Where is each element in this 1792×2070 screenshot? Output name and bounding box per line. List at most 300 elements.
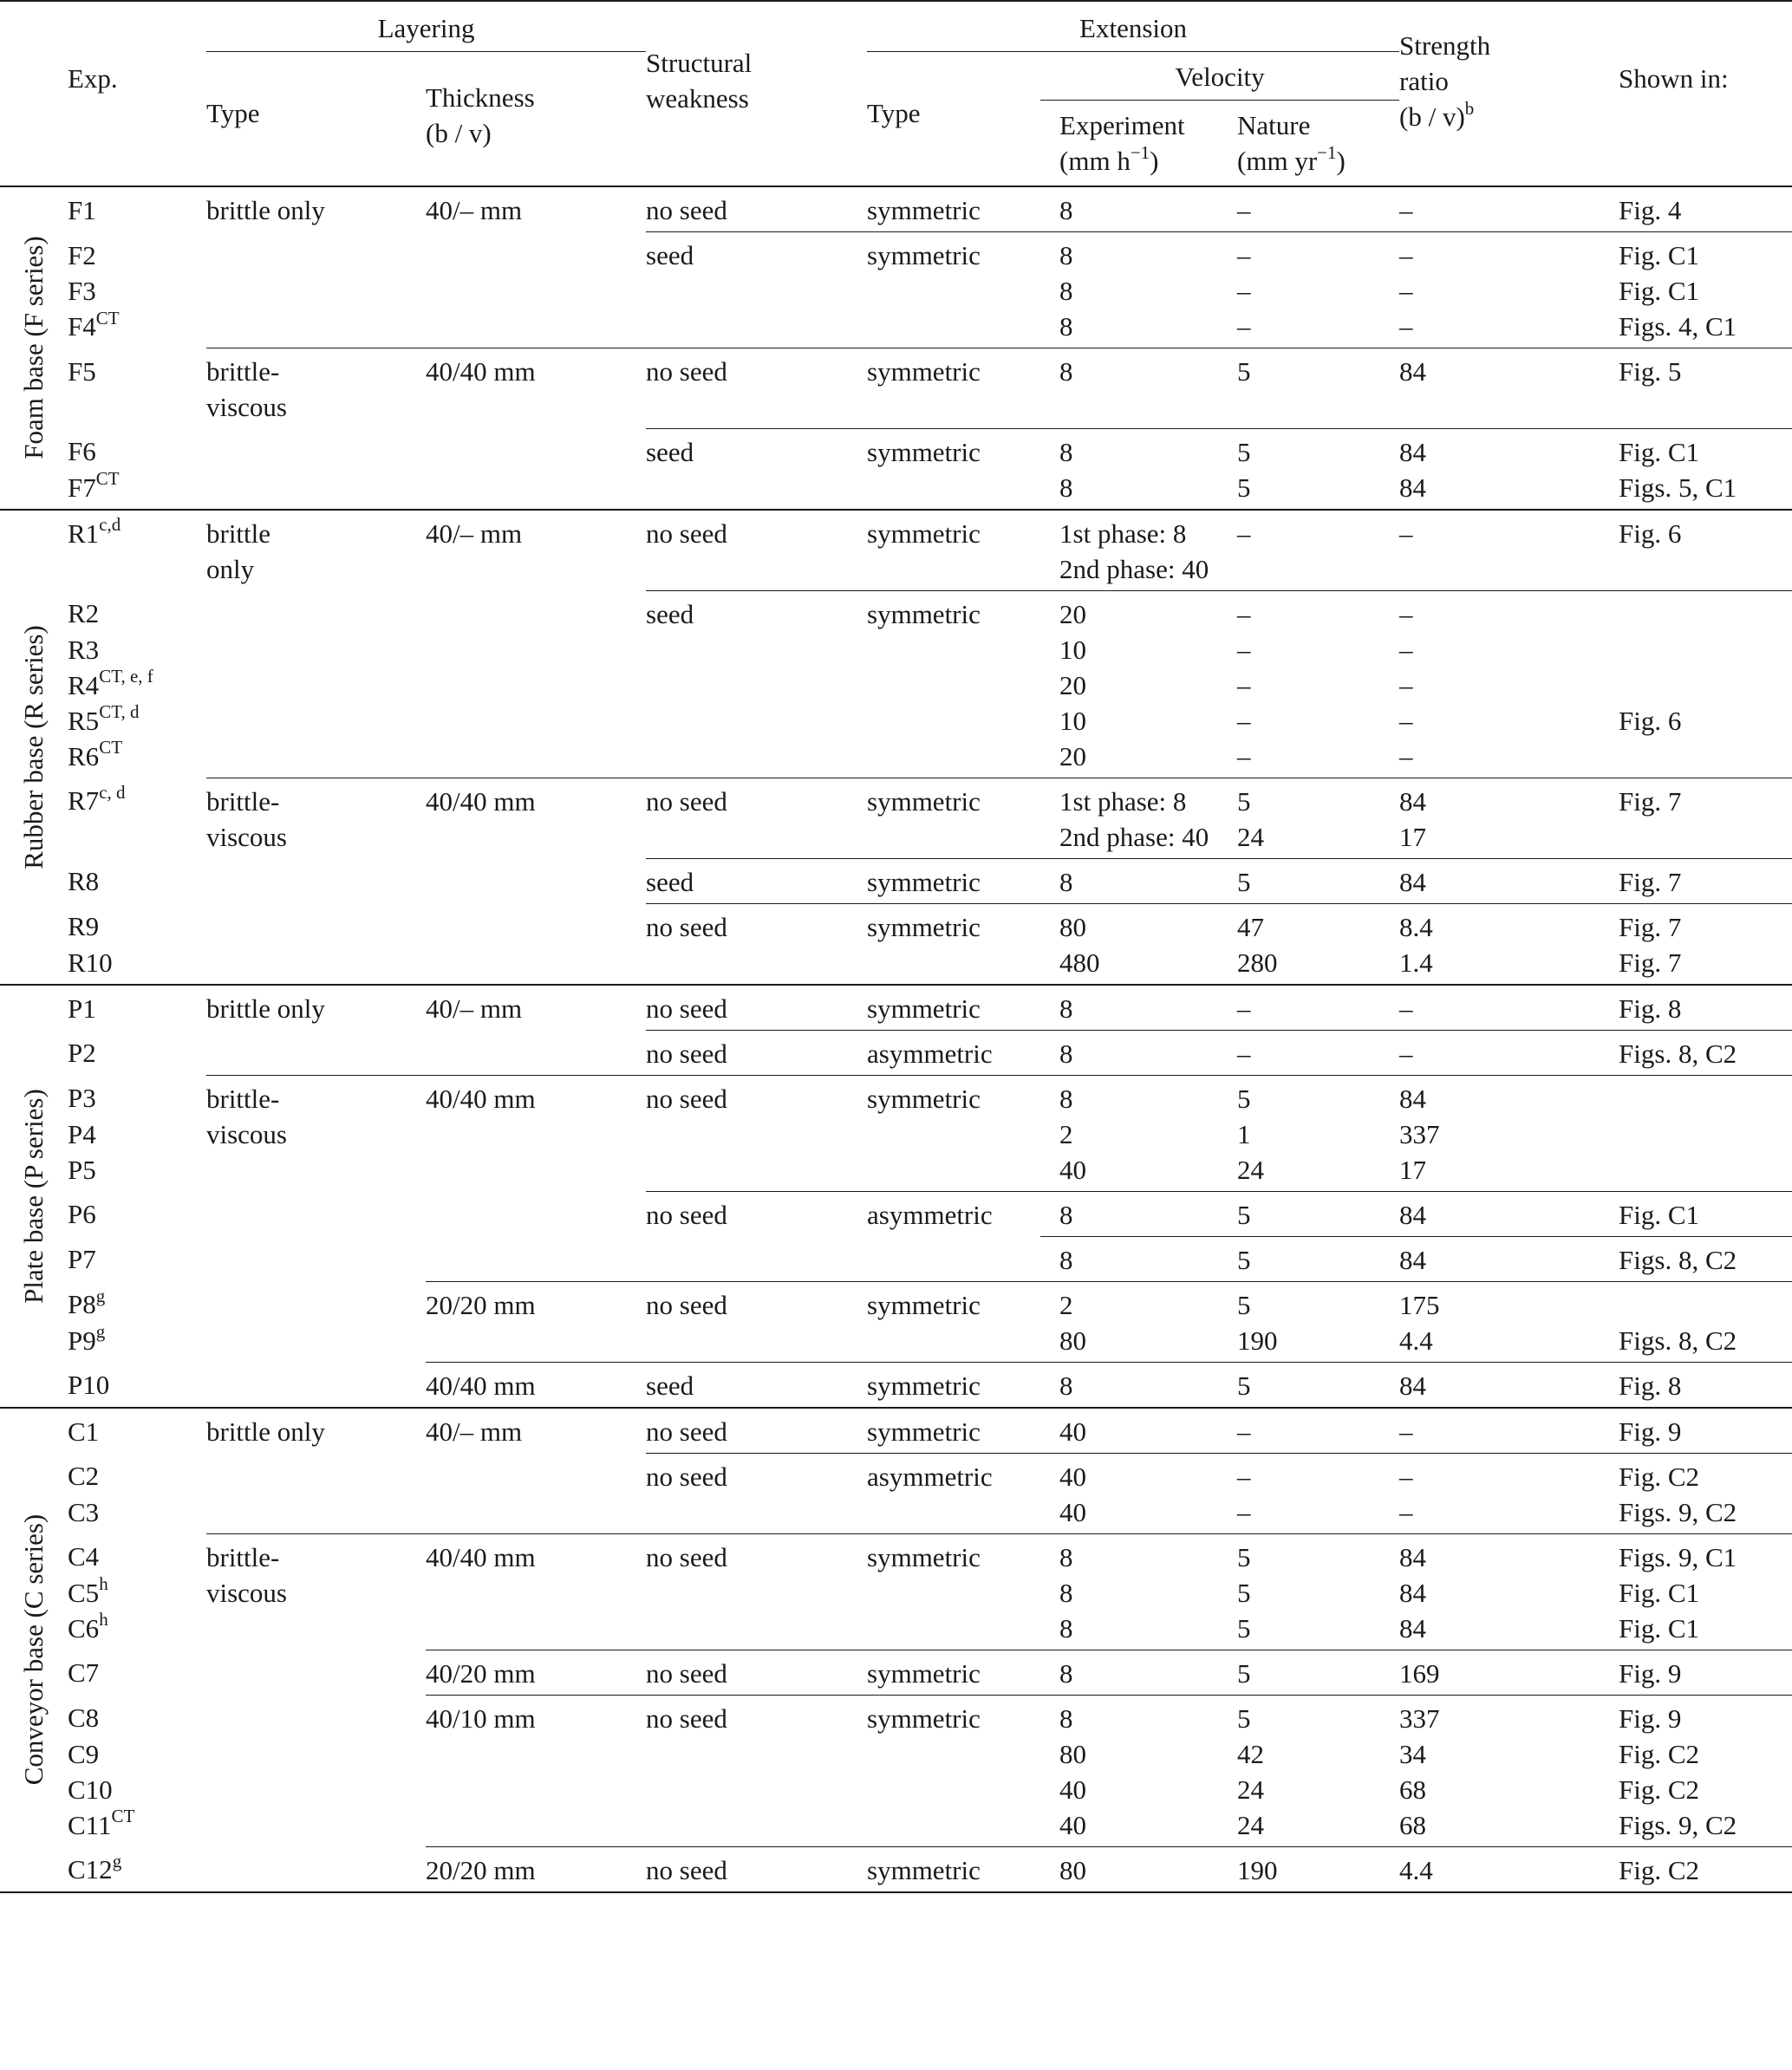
velocity-nature: 5	[1237, 1702, 1251, 1734]
exp-id: F5	[68, 355, 96, 387]
layering-type-cell	[206, 819, 426, 859]
shown-in-cell	[1619, 1650, 1792, 1695]
strength-ratio-cell	[1399, 667, 1619, 703]
shown-in-cell	[1619, 1533, 1792, 1575]
extension-type-cell	[867, 819, 1040, 859]
exp-id-cell	[68, 1362, 206, 1408]
structural-weakness-cell	[646, 1611, 867, 1650]
exp-footnote-mark: c, d	[99, 781, 126, 803]
velocity-nature-cell	[1237, 739, 1399, 778]
strength-ratio: 84	[1399, 1083, 1427, 1114]
velocity-nature: 24	[1237, 821, 1265, 852]
exp-id-cell	[68, 703, 206, 739]
shown-in-cell	[1619, 778, 1792, 819]
shown-in-cell	[1619, 1453, 1792, 1494]
shown-in: Fig. 5	[1619, 356, 1682, 387]
shown-in: Fig. 9	[1619, 1657, 1682, 1689]
thickness-cell	[426, 1323, 646, 1363]
table-row	[0, 667, 1792, 703]
strength-ratio: 84	[1399, 1244, 1427, 1275]
shown-in-cell	[1619, 428, 1792, 470]
structural-weakness: no seed	[646, 1702, 727, 1734]
layering-header	[206, 1, 646, 52]
thickness-cell	[426, 1807, 646, 1847]
structural-weakness-cell	[646, 428, 867, 470]
velocity-experiment-cell	[1040, 1736, 1237, 1772]
strength-ratio: 68	[1399, 1774, 1427, 1805]
velocity-experiment: 8	[1059, 1657, 1073, 1689]
extension-type-cell	[867, 1650, 1040, 1695]
layering-type-cell	[206, 945, 426, 985]
extension-type-cell	[867, 348, 1040, 390]
strength-ratio-cell	[1399, 510, 1619, 551]
exp-id: F3	[68, 276, 96, 306]
strength-ratio: –	[1399, 1038, 1413, 1069]
layering-type-cell	[206, 903, 426, 945]
velocity-nature-cell	[1237, 1772, 1399, 1807]
exp-id-cell	[68, 903, 206, 945]
exp-id: R6	[68, 740, 100, 771]
extension-type: asymmetric	[867, 1199, 993, 1230]
thickness-header	[426, 52, 646, 187]
velocity-experiment-header	[1040, 101, 1237, 187]
velocity-nature-cell	[1237, 1453, 1399, 1494]
extension-type-cell	[867, 273, 1040, 309]
shown-in-cell	[1619, 1846, 1792, 1892]
shown-in: Fig. 7	[1619, 866, 1682, 897]
velocity-nature: –	[1237, 740, 1251, 771]
velocity-experiment: 80	[1059, 1738, 1087, 1769]
nature-header-close: )	[1336, 146, 1346, 176]
thickness-cell	[426, 1408, 646, 1454]
shown-in-cell	[1619, 510, 1792, 551]
velocity-nature: –	[1237, 1461, 1251, 1492]
layering-type: brittle-	[206, 1083, 280, 1114]
thickness-cell	[426, 1075, 646, 1116]
extension-type: symmetric	[867, 195, 981, 225]
exp-id-cell	[68, 590, 206, 632]
shown-in: Figs. 4, C1	[1619, 311, 1737, 342]
extension-type-cell	[867, 389, 1040, 428]
strength-ratio-cell	[1399, 1152, 1619, 1192]
velocity-nature-cell	[1237, 309, 1399, 348]
velocity-nature-header	[1237, 101, 1399, 187]
structural-weakness: no seed	[646, 1461, 727, 1492]
strength-ratio: 34	[1399, 1738, 1427, 1769]
velocity-nature: –	[1237, 993, 1251, 1024]
table-row	[0, 739, 1792, 778]
thickness: 40/– mm	[426, 195, 523, 225]
strength-ratio-cell	[1399, 1695, 1619, 1736]
thickness-cell	[426, 1575, 646, 1611]
velocity-nature-cell	[1237, 985, 1399, 1031]
exp-id-cell	[68, 632, 206, 667]
structural-weakness: no seed	[646, 1289, 727, 1320]
strength-ratio-cell	[1399, 470, 1619, 510]
strength-ratio: 84	[1399, 356, 1427, 387]
exp-id-cell	[68, 1494, 206, 1534]
velocity-experiment: 8	[1059, 1244, 1073, 1275]
extension-type-cell	[867, 1075, 1040, 1116]
exp-id: R10	[68, 947, 113, 978]
table-row	[0, 1075, 1792, 1116]
thickness-cell	[426, 1152, 646, 1192]
velocity-experiment-cell	[1040, 632, 1237, 667]
series-label: Conveyor base (C series)	[18, 1513, 49, 1786]
velocity-experiment-cell	[1040, 858, 1237, 903]
velocity-experiment: 8	[1059, 1541, 1073, 1572]
table-row	[0, 1191, 1792, 1236]
structural-weakness-cell	[646, 1575, 867, 1611]
layering-type-cell	[206, 1075, 426, 1116]
velocity-nature-cell	[1237, 1236, 1399, 1281]
extension-type: symmetric	[867, 1854, 981, 1885]
strength-ratio-cell	[1399, 703, 1619, 739]
thickness-cell	[426, 1281, 646, 1323]
thickness-cell	[426, 1453, 646, 1494]
layering-type-cell	[206, 551, 426, 591]
experiment-header-unit: (mm h	[1059, 146, 1131, 176]
strength-ratio: –	[1399, 240, 1413, 270]
strength-ratio: 4.4	[1399, 1854, 1433, 1885]
structural-weakness-cell	[646, 1152, 867, 1192]
table-row	[0, 945, 1792, 985]
structural-weakness-cell	[646, 1533, 867, 1575]
strength-ratio-cell	[1399, 739, 1619, 778]
velocity-nature: 42	[1237, 1738, 1265, 1769]
shown-in-cell	[1619, 590, 1792, 632]
extension-type-cell	[867, 309, 1040, 348]
strength-ratio: 84	[1399, 1577, 1427, 1608]
velocity-experiment-cell	[1040, 945, 1237, 985]
structural-weakness: seed	[646, 240, 694, 270]
velocity-nature-cell	[1237, 1533, 1399, 1575]
strength-ratio: –	[1399, 598, 1413, 629]
strength-ratio: –	[1399, 1461, 1413, 1492]
velocity-experiment-cell	[1040, 232, 1237, 274]
shown-in: Figs. 9, C2	[1619, 1496, 1737, 1527]
strength-ratio-cell	[1399, 186, 1619, 232]
strength-ratio-cell	[1399, 1362, 1619, 1408]
velocity-experiment-cell	[1040, 273, 1237, 309]
table-row	[0, 1362, 1792, 1408]
exp-id-cell	[68, 1695, 206, 1736]
strength-ratio-cell	[1399, 778, 1619, 819]
structural-weakness-cell	[646, 1075, 867, 1116]
strength-ratio: –	[1399, 1496, 1413, 1527]
strength-ratio-cell	[1399, 1772, 1619, 1807]
layering-type: only	[206, 553, 255, 584]
velocity-experiment: 8	[1059, 866, 1073, 897]
velocity-experiment-cell	[1040, 1030, 1237, 1075]
velocity-nature: –	[1237, 598, 1251, 629]
exp-id-cell	[68, 1772, 206, 1807]
series-label-cell	[0, 985, 68, 1408]
exp-id: P10	[68, 1370, 110, 1400]
thickness-header-line1: Thickness	[426, 82, 535, 113]
velocity-experiment: 8	[1059, 276, 1073, 306]
thickness-cell	[426, 1695, 646, 1736]
table-row	[0, 1453, 1792, 1494]
exp-footnote-mark: c,d	[99, 514, 121, 536]
exp-id-cell	[68, 1453, 206, 1494]
nature-header-unit: (mm yr	[1237, 146, 1318, 176]
thickness: 40/40 mm	[426, 785, 536, 817]
velocity-nature: 5	[1237, 1541, 1251, 1572]
exp-id: P1	[68, 993, 96, 1024]
extension-type-cell	[867, 739, 1040, 778]
extension-type: asymmetric	[867, 1038, 993, 1069]
extension-type-cell	[867, 945, 1040, 985]
layering-type-cell	[206, 232, 426, 274]
shown-in-cell	[1619, 1191, 1792, 1236]
extension-type: symmetric	[867, 518, 981, 549]
strength-ratio: 84	[1399, 1370, 1427, 1401]
velocity-experiment-cell	[1040, 1236, 1237, 1281]
velocity-experiment-cell	[1040, 667, 1237, 703]
strength-ratio: –	[1399, 705, 1413, 736]
thickness-cell	[426, 590, 646, 632]
extension-type-cell	[867, 778, 1040, 819]
layering-type-cell	[206, 985, 426, 1031]
velocity-nature-cell	[1237, 1846, 1399, 1892]
layering-type-cell	[206, 1362, 426, 1408]
velocity-experiment-cell	[1040, 428, 1237, 470]
strength-ratio-cell	[1399, 1846, 1619, 1892]
velocity-nature-cell	[1237, 510, 1399, 551]
table-row	[0, 1695, 1792, 1736]
velocity-nature: 5	[1237, 1370, 1251, 1401]
table-row	[0, 348, 1792, 390]
extension-type: symmetric	[867, 1416, 981, 1447]
exp-footnote-mark: h	[99, 1573, 108, 1595]
structural-weakness: no seed	[646, 911, 727, 942]
series-label-cell	[0, 510, 68, 985]
strength-ratio: 337	[1399, 1702, 1440, 1734]
strength-ratio: 169	[1399, 1657, 1440, 1689]
strength-ratio-cell	[1399, 1408, 1619, 1454]
velocity-experiment: 2nd phase: 40	[1059, 553, 1209, 584]
extension-type-cell	[867, 632, 1040, 667]
velocity-experiment-cell	[1040, 1116, 1237, 1152]
exp-id-cell	[68, 348, 206, 390]
shown-in-cell	[1619, 470, 1792, 510]
structural-weakness-cell	[646, 1362, 867, 1408]
shown-in: Fig. 9	[1619, 1702, 1682, 1734]
shown-in: Fig. C1	[1619, 276, 1700, 306]
velocity-experiment: 8	[1059, 1577, 1073, 1608]
layering-type-cell	[206, 273, 426, 309]
exp-id: R4	[68, 669, 100, 700]
shown-in-cell	[1619, 858, 1792, 903]
layering-type-cell	[206, 1408, 426, 1454]
extension-type-cell	[867, 1408, 1040, 1454]
layering-type-cell	[206, 1453, 426, 1494]
structural-weakness-cell	[646, 551, 867, 591]
velocity-nature: 47	[1237, 911, 1265, 942]
velocity-experiment: 40	[1059, 1154, 1087, 1185]
exp-id: P6	[68, 1199, 96, 1229]
table-row	[0, 1116, 1792, 1152]
structural-weakness-cell	[646, 985, 867, 1031]
extension-type: symmetric	[867, 598, 981, 629]
velocity-nature-cell	[1237, 819, 1399, 859]
velocity-experiment: 10	[1059, 705, 1087, 736]
table-row	[0, 1611, 1792, 1650]
velocity-nature: –	[1237, 195, 1251, 225]
exp-id: C3	[68, 1496, 100, 1527]
exp-id-cell	[68, 186, 206, 232]
extension-type: symmetric	[867, 993, 981, 1024]
strength-ratio: 84	[1399, 1541, 1427, 1572]
strength-ratio-cell	[1399, 1281, 1619, 1323]
shown-in: Figs. 9, C2	[1619, 1809, 1737, 1840]
exp-id: F7	[68, 472, 96, 503]
structural-weakness-cell	[646, 1323, 867, 1363]
thickness: 40/40 mm	[426, 1541, 536, 1572]
strength-ratio-cell	[1399, 1611, 1619, 1650]
velocity-nature: 5	[1237, 1199, 1251, 1230]
velocity-experiment: 40	[1059, 1461, 1087, 1492]
structural-weakness: seed	[646, 436, 694, 467]
velocity-experiment-cell	[1040, 1650, 1237, 1695]
exp-id: P9	[68, 1325, 96, 1356]
exp-id-cell	[68, 232, 206, 274]
velocity-nature-cell	[1237, 1191, 1399, 1236]
table-header	[0, 1, 1792, 186]
velocity-nature-cell	[1237, 945, 1399, 985]
velocity-experiment-cell	[1040, 1362, 1237, 1408]
velocity-experiment: 2	[1059, 1118, 1073, 1149]
shown-in: Figs. 5, C1	[1619, 472, 1737, 503]
table-row	[0, 819, 1792, 859]
table-row	[0, 273, 1792, 309]
shown-in-cell	[1619, 1323, 1792, 1363]
layering-type-cell	[206, 667, 426, 703]
shown-in-cell	[1619, 186, 1792, 232]
shown-in: Fig. C1	[1619, 436, 1700, 467]
strength-ratio: 84	[1399, 866, 1427, 897]
velocity-experiment-cell	[1040, 309, 1237, 348]
exp-id: F2	[68, 239, 96, 270]
thickness-cell	[426, 551, 646, 591]
table-row	[0, 1323, 1792, 1363]
table-row	[0, 551, 1792, 591]
shown-in-cell	[1619, 945, 1792, 985]
thickness-cell	[426, 858, 646, 903]
exp-id-cell	[68, 1281, 206, 1323]
thickness-cell	[426, 1533, 646, 1575]
layering-type-cell	[206, 590, 426, 632]
exp-footnote-mark: CT, e, f	[99, 666, 153, 687]
velocity-experiment-cell	[1040, 778, 1237, 819]
extension-type: symmetric	[867, 436, 981, 467]
velocity-experiment-cell	[1040, 985, 1237, 1031]
exp-id-cell	[68, 1075, 206, 1116]
thickness-cell	[426, 1772, 646, 1807]
velocity-nature: 5	[1237, 866, 1251, 897]
exp-footnote-mark: g	[95, 1285, 106, 1306]
extension-type: symmetric	[867, 240, 981, 270]
layering-type-cell	[206, 1846, 426, 1892]
extension-type-cell	[867, 1772, 1040, 1807]
extension-type-cell	[867, 1236, 1040, 1281]
series-header-blank	[0, 1, 68, 186]
exp-id-cell	[68, 1846, 206, 1892]
structural-weakness: seed	[646, 1370, 694, 1401]
velocity-nature: 5	[1237, 1577, 1251, 1608]
velocity-experiment: 8	[1059, 311, 1073, 342]
thickness: 40/– mm	[426, 518, 523, 549]
extension-type: symmetric	[867, 356, 981, 387]
exp-header: Exp.	[68, 63, 118, 94]
velocity-nature-cell	[1237, 1362, 1399, 1408]
shown-in-cell	[1619, 1494, 1792, 1534]
table-row	[0, 1575, 1792, 1611]
velocity-nature: 5	[1237, 1244, 1251, 1275]
table-row	[0, 1494, 1792, 1534]
structural-weakness-cell	[646, 1772, 867, 1807]
strength-ratio: 84	[1399, 1199, 1427, 1230]
shown-in-cell	[1619, 667, 1792, 703]
layering-type-cell	[206, 1772, 426, 1807]
series-label-cell	[0, 186, 68, 510]
experiment-header-close: )	[1150, 146, 1159, 176]
exp-id-cell	[68, 1116, 206, 1152]
shown-in-cell	[1619, 389, 1792, 428]
extension-type: symmetric	[867, 911, 981, 942]
table-row	[0, 778, 1792, 819]
velocity-experiment: 1st phase: 8	[1059, 785, 1187, 817]
shown-in-cell	[1619, 1807, 1792, 1847]
shown-in: Fig. C2	[1619, 1461, 1700, 1492]
velocity-nature: –	[1237, 311, 1251, 342]
nature-header-sup: −1	[1317, 141, 1337, 163]
velocity-nature-cell	[1237, 667, 1399, 703]
thickness: 40/– mm	[426, 1416, 523, 1447]
table-row	[0, 903, 1792, 945]
layering-type-cell	[206, 1575, 426, 1611]
velocity-experiment-cell	[1040, 1453, 1237, 1494]
shown-in-cell	[1619, 232, 1792, 274]
velocity-nature-cell	[1237, 632, 1399, 667]
thickness: 40/40 mm	[426, 356, 536, 387]
velocity-nature-cell	[1237, 778, 1399, 819]
extension-type-cell	[867, 1533, 1040, 1575]
strength-ratio: –	[1399, 195, 1413, 225]
thickness: 40/10 mm	[426, 1702, 536, 1734]
table-row	[0, 1152, 1792, 1192]
thickness-cell	[426, 348, 646, 390]
table-row	[0, 1030, 1792, 1075]
shown-in: Figs. 8, C2	[1619, 1038, 1737, 1069]
velocity-experiment: 2	[1059, 1289, 1073, 1320]
extension-type: symmetric	[867, 1370, 981, 1401]
exp-id-cell	[68, 1152, 206, 1192]
velocity-nature-cell	[1237, 1736, 1399, 1772]
exp-footnote-mark: h	[99, 1609, 108, 1631]
shown-in: Fig. C2	[1619, 1774, 1700, 1805]
structural-weakness-cell	[646, 739, 867, 778]
velocity-nature-cell	[1237, 1494, 1399, 1534]
exp-id: C8	[68, 1702, 100, 1733]
shown-in: Fig. C2	[1619, 1738, 1700, 1769]
table-row	[0, 389, 1792, 428]
structural-weakness-cell	[646, 1807, 867, 1847]
shown-in: Fig. 7	[1619, 911, 1682, 942]
velocity-experiment-cell	[1040, 1323, 1237, 1363]
exp-id-cell	[68, 551, 206, 591]
